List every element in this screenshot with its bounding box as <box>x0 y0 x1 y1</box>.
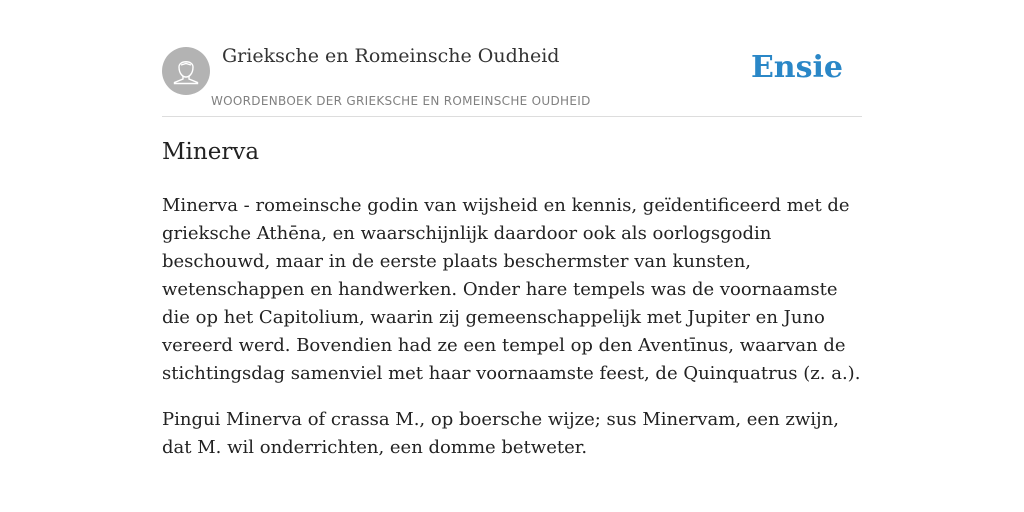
brand-logo[interactable]: Ensie <box>750 50 843 85</box>
avatar[interactable] <box>162 47 210 95</box>
source-title[interactable]: Grieksche en Romeinsche Oudheid <box>222 45 560 67</box>
entry-paragraph: Minerva - romeinsche godin van wijsheid en kennis, geïdentificeerd met de grieksche Athēna, en waarschijnlijk daardoor ook als oorlogsgodin beschouwd, maar in de eerste plaats beschermster van kunsten, wetenschappen en handwerken. Onder hare tempels was de voornaamste die op het Capitolium, waarin zij gemeenschappelijk met Jupiter en Juno vereerd werd. Bovendien had ze een tempel op den Aventīnus, waarvan de stichtingsdag samenviel met haar voornaamste feest, de Quinquatrus (z. a.). <box>162 195 861 384</box>
source-subtitle: WOORDENBOEK DER GRIEKSCHE EN ROMEINSCHE OUDHEID <box>211 94 591 108</box>
entry-paragraph: Pingui Minerva of crassa M., op boersche wijze; sus Minervam, een zwijn, dat M. wil onderrichten, een domme betweter. <box>162 409 839 458</box>
entry-body <box>162 192 862 480</box>
page <box>162 0 862 458</box>
header <box>162 0 862 117</box>
entry-title: Minerva <box>162 139 260 165</box>
user-silhouette-icon <box>162 47 210 95</box>
